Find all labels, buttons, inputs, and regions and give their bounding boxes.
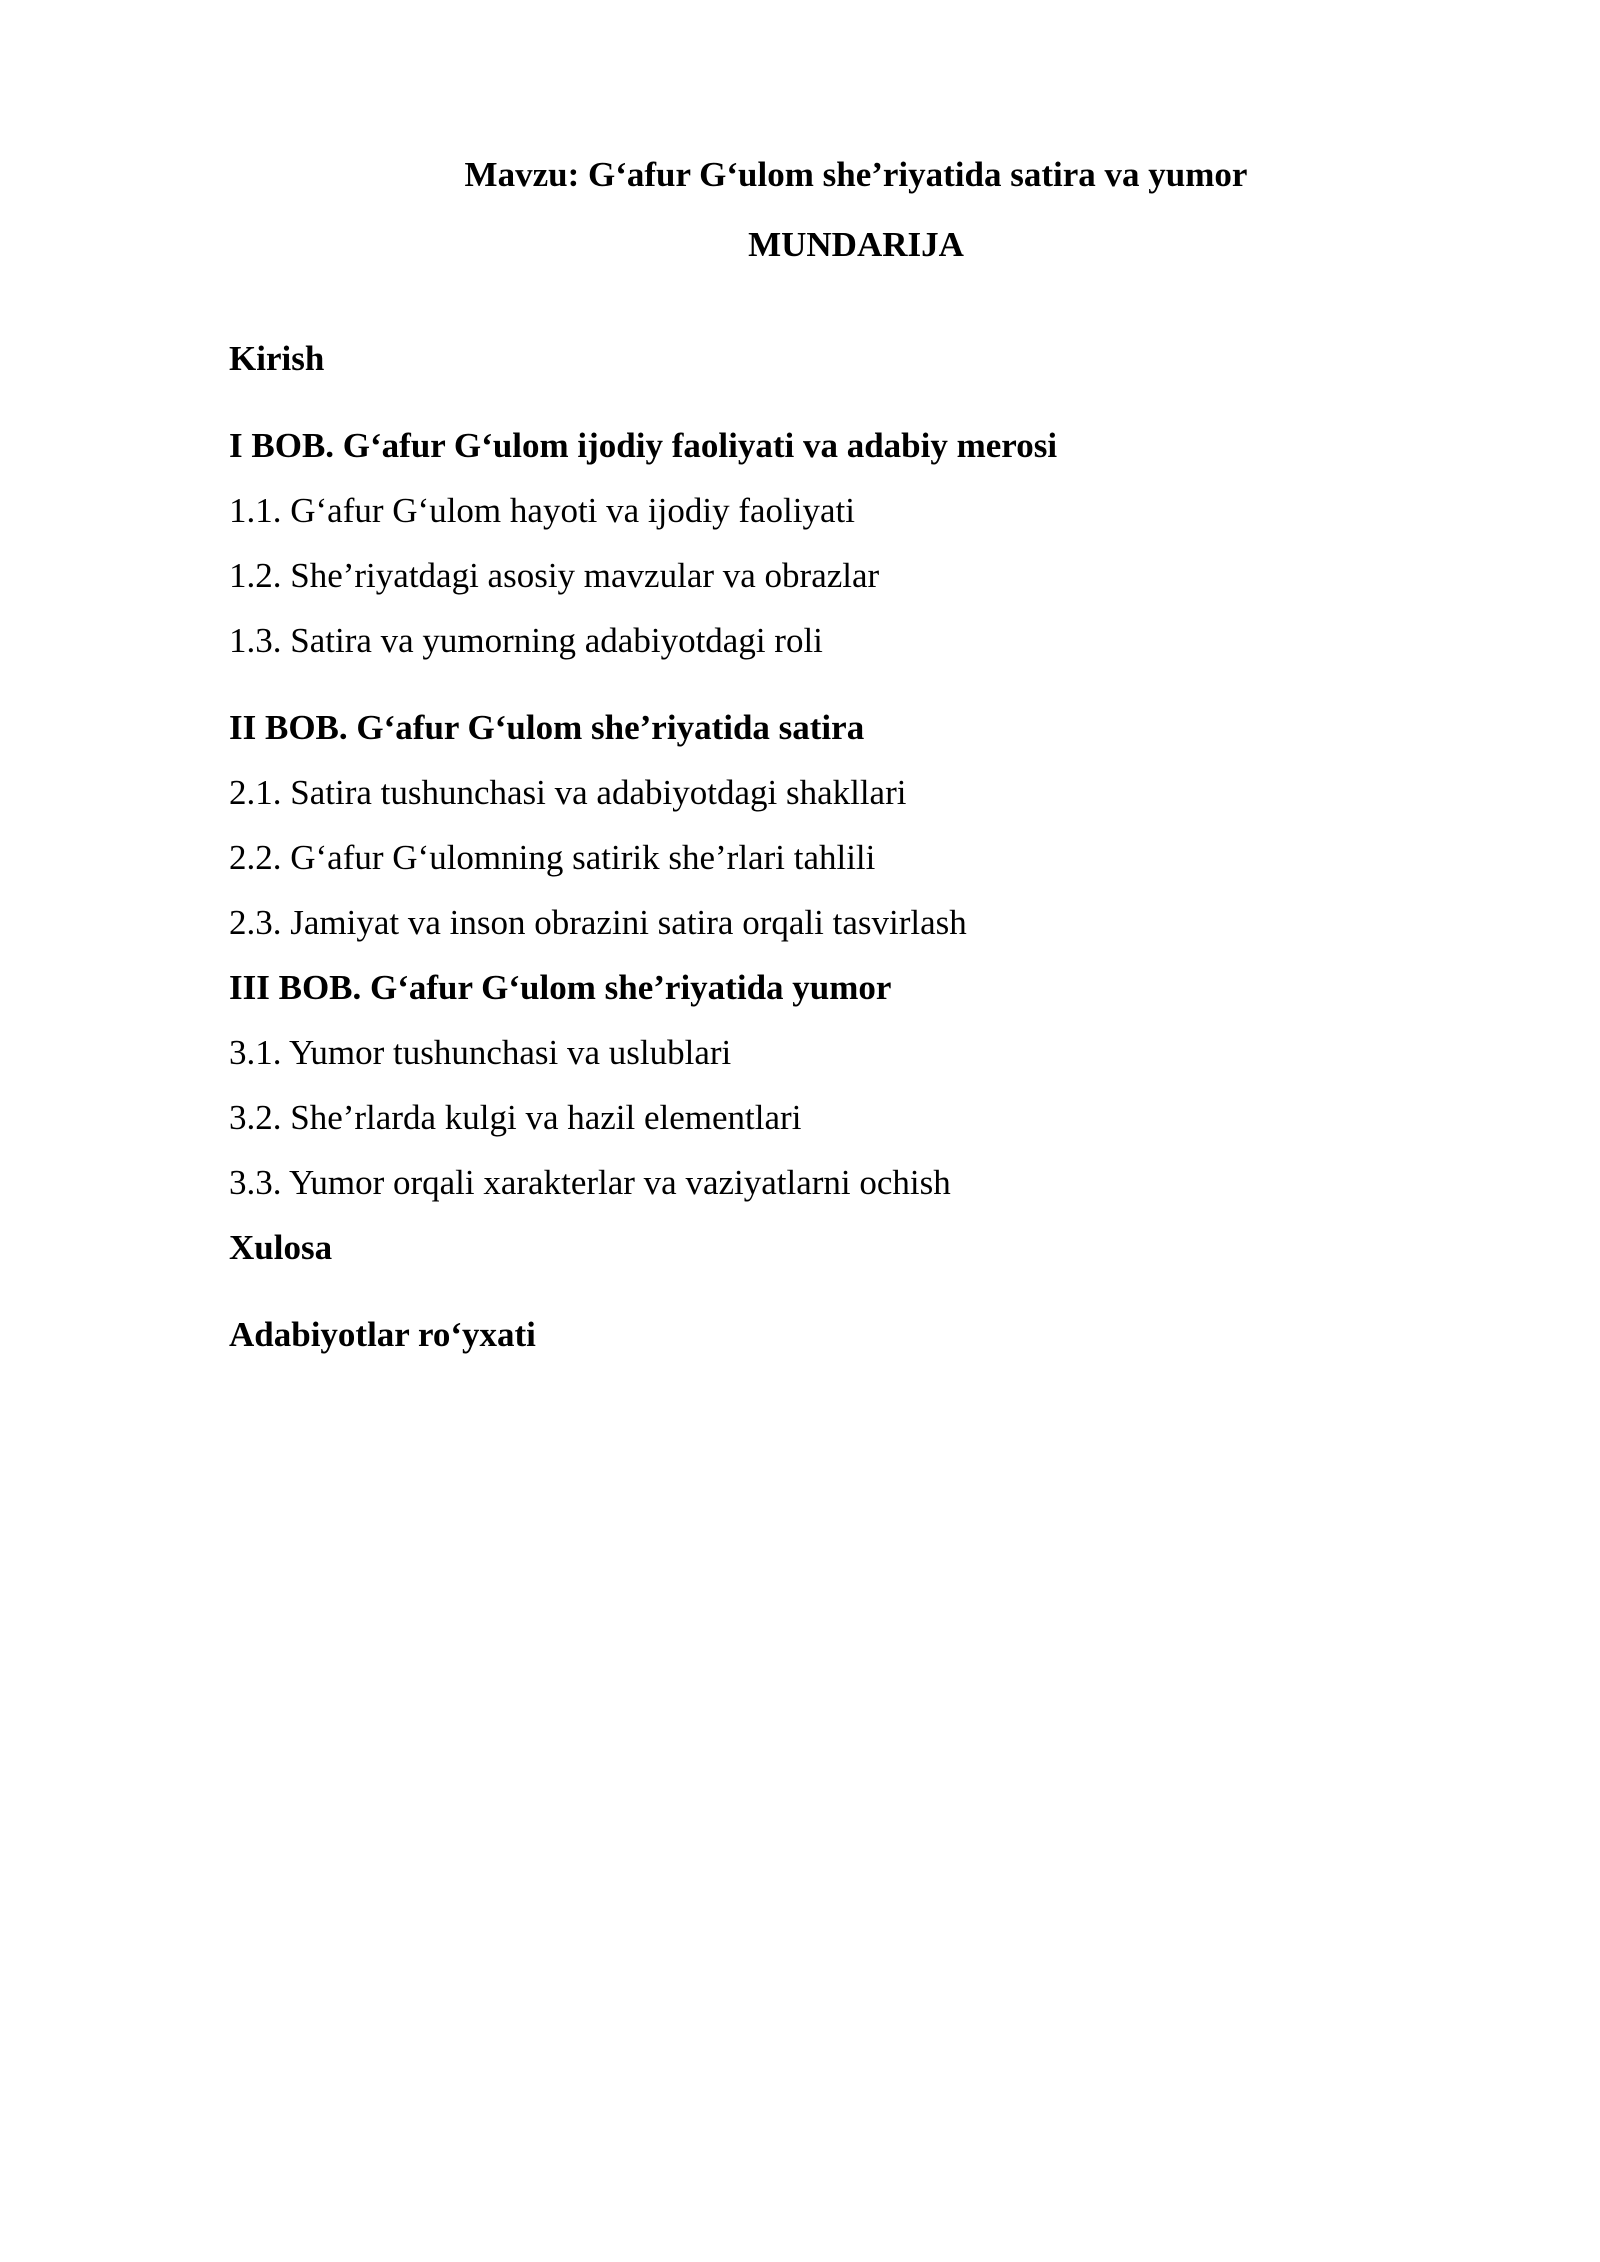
- toc-entry-section-1-3: 1.3. Satira va yumorning adabiyotdagi roli: [229, 621, 823, 660]
- toc-entry-chapter-2: II BOB. G‘afur G‘ulom she’riyatida satira: [229, 708, 865, 747]
- toc-entry-section-2-1: 2.1. Satira tushunchasi va adabiyotdagi shakllari: [229, 773, 907, 812]
- toc-entry-introduction: Kirish: [229, 339, 325, 378]
- topic-title: Mavzu: G‘afur G‘ulom she’riyatida satira va yumor: [464, 155, 1248, 194]
- toc-entry-section-2-2: 2.2. G‘afur G‘ulomning satirik she’rlari tahlili: [229, 838, 876, 877]
- toc-entry-conclusion: Xulosa: [229, 1228, 333, 1267]
- toc-entry-section-1-2: 1.2. She’riyatdagi asosiy mavzular va obrazlar: [229, 556, 880, 595]
- toc-entry-chapter-1: I BOB. G‘afur G‘ulom ijodiy faoliyati va adabiy merosi: [229, 426, 1058, 465]
- toc-entry-references: Adabiyotlar ro‘yxati: [229, 1315, 536, 1354]
- toc-entry-section-3-3: 3.3. Yumor orqali xarakterlar va vaziyatlarni ochish: [229, 1163, 951, 1202]
- toc-entry-chapter-3: III BOB. G‘afur G‘ulom she’riyatida yumor: [229, 968, 892, 1007]
- toc-entry-section-1-1: 1.1. G‘afur G‘ulom hayoti va ijodiy faoliyati: [229, 491, 855, 530]
- toc-entry-section-3-1: 3.1. Yumor tushunchasi va uslublari: [229, 1033, 732, 1072]
- toc-entry-section-3-2: 3.2. She’rlarda kulgi va hazil elementlari: [229, 1098, 802, 1137]
- toc-entry-section-2-3: 2.3. Jamiyat va inson obrazini satira orqali tasvirlash: [229, 903, 967, 942]
- contents-heading: MUNDARIJA: [748, 225, 964, 264]
